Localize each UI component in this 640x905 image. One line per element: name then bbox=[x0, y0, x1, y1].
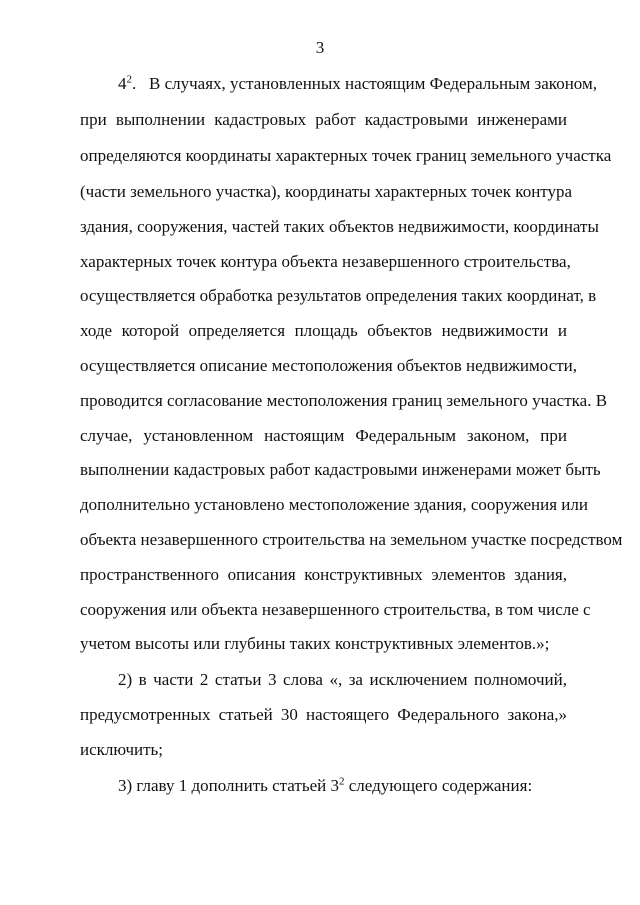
paragraph-line: исключить; bbox=[80, 740, 163, 759]
paragraph-line: ходе которой определяется площадь объектов недвижимости и bbox=[80, 321, 567, 340]
paragraph-line bbox=[118, 73, 597, 94]
paragraph-line: здания, сооружения, частей таких объектов недвижимости, координаты bbox=[80, 217, 599, 236]
paragraph-line: (части земельного участка), координаты характерных точек контура bbox=[80, 182, 573, 201]
paragraph-line: пространственного описания конструктивных элементов здания, bbox=[80, 565, 567, 584]
paragraph-line: сооружения или объекта незавершенного строительства, в том числе с bbox=[80, 600, 591, 619]
paragraph-line: случае, установленном настоящим Федеральным законом, при bbox=[80, 426, 567, 445]
paragraph-line: объекта незавершенного строительства на земельном участке посредством bbox=[80, 530, 623, 549]
paragraph-line: выполнении кадастровых работ кадастровыми инженерами может быть bbox=[80, 460, 601, 479]
paragraph-marker: 4 bbox=[118, 74, 127, 93]
line-text: В случаях, установленных настоящим Федеральным законом, bbox=[149, 74, 597, 93]
paragraph-line: осуществляется описание местоположения объектов недвижимости, bbox=[80, 356, 578, 375]
paragraph-line: учетом высоты или глубины таких конструктивных элементов.»; bbox=[80, 634, 550, 653]
paragraph-line bbox=[118, 776, 567, 796]
paragraph-line: определяются координаты характерных точек границ земельного участка bbox=[80, 146, 612, 165]
paragraph-line: осуществляется обработка результатов определения таких координат, в bbox=[80, 286, 597, 305]
paragraph-line: при выполнении кадастровых работ кадастровыми инженерами bbox=[80, 110, 567, 129]
paragraph-line: предусмотренных статьей 30 настоящего Федерального закона,» bbox=[80, 705, 567, 724]
article-superscript: 2 bbox=[339, 775, 345, 788]
page-number: 3 bbox=[315, 38, 325, 57]
marker-suffix: . bbox=[132, 74, 137, 93]
paragraph-line: дополнительно установлено местоположение здания, сооружения или bbox=[80, 495, 588, 514]
paragraph-line: характерных точек контура объекта незавершенного строительства, bbox=[80, 252, 571, 271]
line-text: 3) главу 1 дополнить статьей 3 bbox=[118, 776, 339, 795]
paragraph-line: 2) в части 2 статьи 3 слова «, за исключением полномочий, bbox=[118, 670, 567, 689]
paragraph-line: проводится согласование местоположения границ земельного участка. В bbox=[80, 391, 608, 410]
line-text: следующего содержания: bbox=[344, 776, 533, 795]
marker-superscript: 2 bbox=[126, 73, 132, 86]
